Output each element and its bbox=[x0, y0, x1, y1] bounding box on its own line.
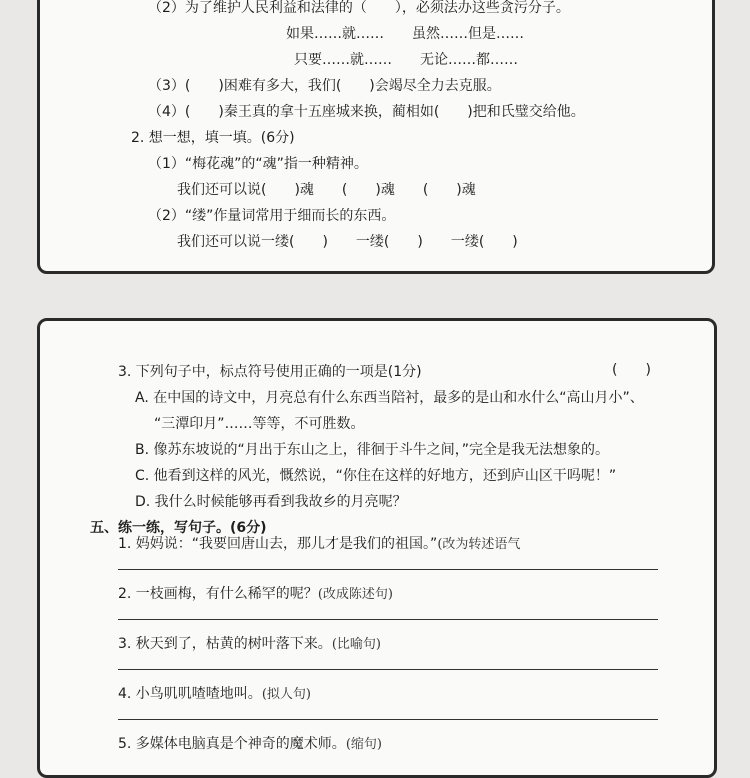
q-line-4: （4）( )秦王真的拿十五座城来换，蔺相如( )把和氏璧交给他。 bbox=[148, 104, 585, 120]
answer-line-4[interactable] bbox=[118, 719, 658, 720]
q-line-3: （3）( )困难有多大，我们( )会竭尽全力去克服。 bbox=[148, 78, 501, 94]
conjunction-options-1: 如果……就…… 虽然……但是…… bbox=[286, 26, 524, 42]
option-b: B. 像苏东坡说的“月出于东山之上，徘徊于斗牛之间，”完全是我无法想象的。 bbox=[135, 442, 610, 458]
sentence-hint: (拟人句) bbox=[261, 687, 311, 702]
q2-2-prompt: （2）“缕”作量词常用于细而长的东西。 bbox=[148, 208, 396, 224]
answer-line-2[interactable] bbox=[118, 619, 658, 620]
sentence-text: 2. 一枝画梅，有什么稀罕的呢？ bbox=[118, 586, 318, 602]
sentence-text: 3. 秋天到了，枯黄的树叶落下来。 bbox=[118, 636, 332, 652]
q-line-law: （2）为了维护人民利益和法律的（ ），必须法办这些贪污分子。 bbox=[148, 0, 570, 16]
sentence-text: 4. 小鸟叽叽喳喳地叫。 bbox=[118, 686, 262, 702]
worksheet-card-upper bbox=[37, 0, 715, 274]
sentence-hint: (比喻句) bbox=[331, 637, 381, 652]
sentence-item-4 bbox=[118, 685, 311, 704]
sentence-text: 5. 多媒体电脑真是个神奇的魔术师。 bbox=[118, 736, 346, 752]
sentence-hint: (改成陈述句) bbox=[317, 587, 393, 602]
sentence-item-2 bbox=[118, 585, 393, 604]
conjunction-options-2: 只要……就…… 无论……都…… bbox=[294, 52, 518, 68]
option-d: D. 我什么时候能够再看到我故乡的月亮呢？ bbox=[135, 494, 407, 510]
section-5-title: 五、练一练，写句子。(6分) bbox=[90, 520, 267, 536]
sentence-hint: (缩句) bbox=[345, 737, 382, 752]
answer-line-3[interactable] bbox=[118, 669, 658, 670]
question-3-title: 3. 下列句子中，标点符号使用正确的一项是(1分) bbox=[118, 364, 422, 380]
sentence-item-5 bbox=[118, 735, 382, 754]
option-a: A. 在中国的诗文中，月亮总有什么东西当陪衬，最多的是山和水什么“高山月小”、 bbox=[135, 390, 644, 406]
option-c: C. 他看到这样的风光，慨然说，“你住在这样的好地方，还到庐山区干吗呢！” bbox=[135, 468, 617, 484]
sentence-text: 1. 妈妈说：“我要回唐山去，那儿才是我们的祖国。” bbox=[118, 536, 438, 552]
q2-1-prompt: （1）“梅花魂”的“魂”指一种精神。 bbox=[148, 156, 368, 172]
sentence-hint: (改为转述语气 bbox=[437, 537, 521, 552]
sentence-item-3 bbox=[118, 635, 381, 654]
worksheet-card-lower bbox=[37, 318, 717, 778]
sentence-item-1 bbox=[118, 535, 520, 554]
question-2-title: 2. 想一想，填一填。(6分) bbox=[131, 130, 295, 146]
q2-2-blanks: 我们还可以说一缕( ) 一缕( ) 一缕( ) bbox=[177, 234, 518, 250]
answer-bracket[interactable]: ( ) bbox=[612, 362, 651, 378]
q2-1-blanks: 我们还可以说( )魂 ( )魂 ( )魂 bbox=[177, 182, 476, 198]
answer-line-1[interactable] bbox=[118, 569, 658, 570]
option-a-continued: “三潭印月”……等等，不可胜数。 bbox=[154, 416, 365, 432]
